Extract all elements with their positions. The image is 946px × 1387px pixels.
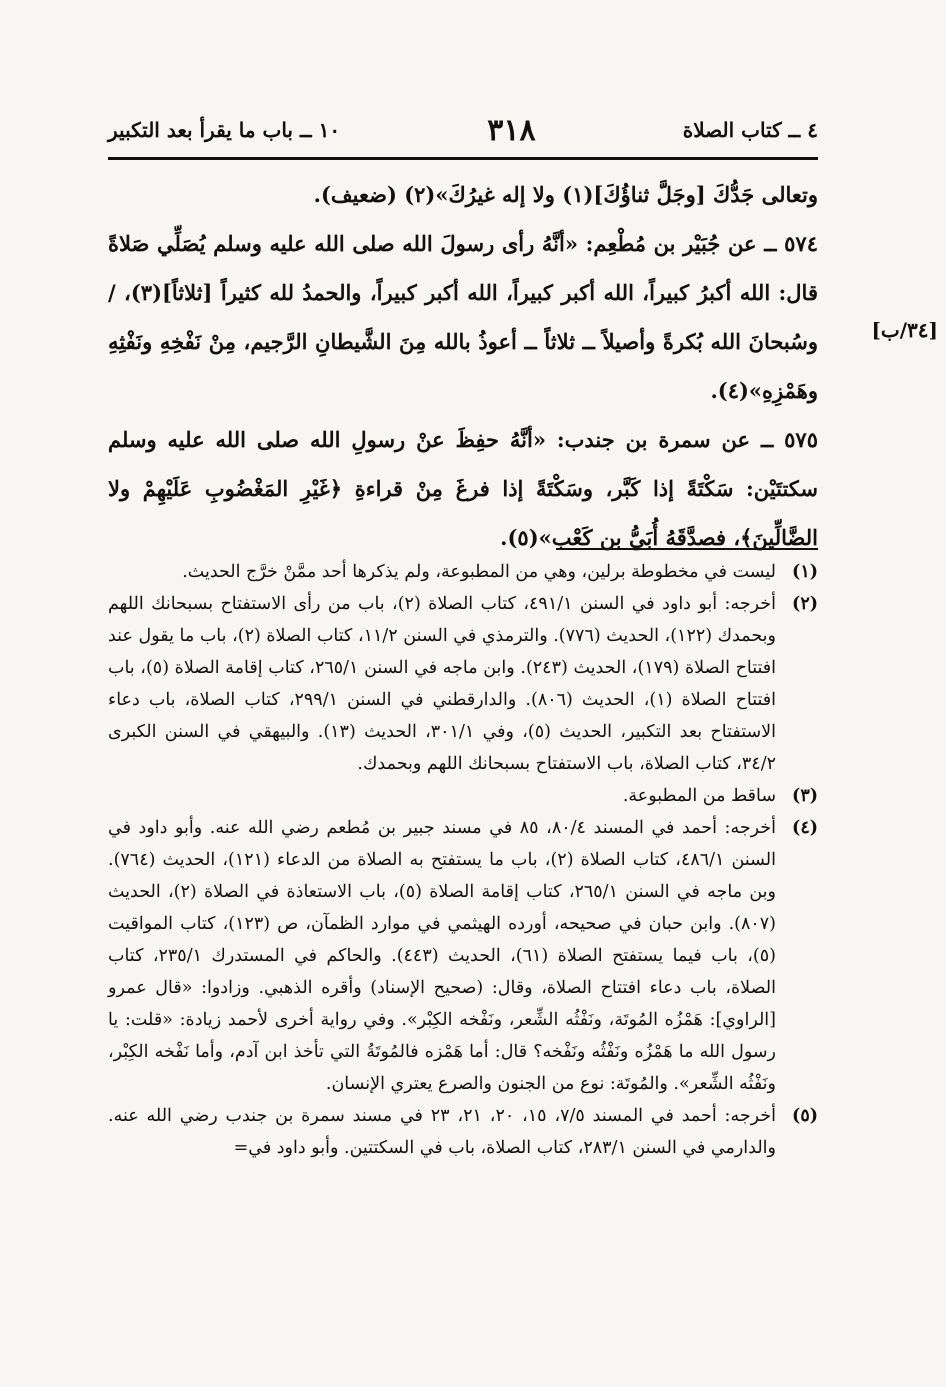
footnote-text: ليست في مخطوطة برلين، وهي من المطبوعة، ولم يذكرها أحد ممَّنْ خرَّج الحديث. xyxy=(182,562,776,582)
header-chapter: ٤ ــ كتاب الصلاة xyxy=(682,118,818,142)
footnote-text: أخرجه: أحمد في المسند ٧/٥، ١٥، ٢٠، ٢١، ٢٣ في مسند سمرة بن جندب رضي الله عنه. والدارمي في السنن ٢٨٣/١، كتاب الصلاة، باب في السكتتين. وأبو داود في= xyxy=(108,1106,776,1158)
footnotes xyxy=(108,556,818,1164)
footnote-5 xyxy=(108,1100,818,1164)
footnote-text: أخرجه: أبو داود في السنن ٤٩١/١، كتاب الصلاة (٢)، باب من رأى الاستفتاح بسبحانك اللهم وبحمدك (١٢٢)، الحديث (٧٧٦). والترمذي في السنن ١١/٢، كتاب الصلاة (٢)، باب ما يقول عند افتتاح الصلاة (١٧٩)، الحديث (٢٤٣). وابن ماجه في السنن ٢٦٥/١، كتاب إقامة الصلاة (٥)، باب افتتاح الصلاة (١)، الحديث (٨٠٦). والدارقطني في السنن ٢٩٩/١، كتاب الصلاة، باب دعاء الاستفتاح بعد التكبير، الحديث (٥)، وفي ٣٠١/١، الحديث (١٣). والبيهقي في السنن الكبرى ٣٤/٢، كتاب الصلاة، باب الاستفتاح بسبحانك اللهم وبحمدك. xyxy=(108,594,777,774)
footnote-number: (٢) xyxy=(792,594,818,614)
footnote-text: أخرجه: أحمد في المسند ٨٠/٤، ٨٥ في مسند جبير بن مُطعم رضي الله عنه. وأبو داود في السنن ٤٨٦/١، كتاب الصلاة (٢)، باب ما يستفتح به الصلاة من الدعاء (١٢١)، الحديث (٧٦٤). وبن ماجه في السنن ٢٦٥/١، كتاب إقامة الصلاة (٥)، باب الاستعاذة في الصلاة (٢)، الحديث (٨٠٧). وابن حبان في صحيحه، أورده الهيثمي في موارد الظمآن، ص (١٢٣)، كتاب المواقيت (٥)، باب فيما يستفتح الصلاة (٦١)، الحديث (٤٤٣). والحاكم في المستدرك ٢٣٥/١، كتاب الصلاة، باب دعاء افتتاح الصلاة، وقال: (صحيح الإسناد) وأقره الذهبي. وزادوا: «قال عمرو [الراوي]: هَمْزُه المُوتَة، ونَفْثُه الشِّعر، ونَفْخه الكِبْر». وفي رواية أخرى لأحمد زيادة: «قلت: يا رسول الله ما هَمْزُه ونَفْثُه ونَفْخه؟ قال: أما هَمْزه فالمُوتَةُ التي تأخذ ابن آدم، وأما نَفْخه الكِبْر، ونَفْثُه الشِّعر». والمُوتَة: نوع من الجنون والصرع يعتري الإنسان. xyxy=(108,818,776,1094)
hadith-number: ٥٧٥ ــ xyxy=(760,427,818,452)
footnote-3 xyxy=(108,780,818,812)
hadith-574 xyxy=(108,219,818,415)
footnote-number: (٣) xyxy=(792,786,818,806)
footnote-1 xyxy=(108,556,818,588)
header-rule xyxy=(108,157,818,160)
page-number: ٣١٨ xyxy=(487,112,536,148)
footnote-number: (٤) xyxy=(792,818,818,838)
continuation-paragraph: وتعالى جَدُّكَ [وجَلَّ ثناؤُكَ](١) ولا إله غيرُكَ»(٢) (ضعيف). xyxy=(313,182,818,207)
running-header xyxy=(108,108,818,152)
footnote-number: (٥) xyxy=(792,1106,818,1126)
footnote-text: ساقط من المطبوعة. xyxy=(622,786,776,806)
hadith-text: عن جُبَيْر بن مُطْعِم: «أنَّهُ رأى رسولَ الله صلى الله عليه وسلم يُصَلِّي صَلاةً قال: الله أكبرُ كبيراً، الله أكبر كبيراً، الله أكبر كبيراً، والحمدُ لله كثيراً [ثلاثاً](٣)، / وسُبحانَ الله بُكرةً وأصيلاً ــ ثلاثاً ــ أعوذُ بالله مِنَ الشَّيطانِ الرَّجيم، مِنْ نَفْخِهِ ونَفْثِهِ وهَمْزِهِ»(٤). xyxy=(108,231,819,403)
footnote-4 xyxy=(108,812,818,1100)
hadith-text: عن سمرة بن جندب: «أنَّهُ حفِظَ عنْ رسولِ الله صلى الله عليه وسلم سكتتَيْن: سَكْتَةً إذا كَبَّر، وسَكْتَةً إذا فرغَ مِنْ قراءةِ ﴿غَيْرِ المَغْضُوبِ عَلَيْهِمْ ولا الضَّالِّينَ﴾، فصدَّقَهُ أُبَيُّ بن كَعْب»(٥). xyxy=(108,427,818,550)
header-section: ١٠ ــ باب ما يقرأ بعد التكبير xyxy=(108,118,341,142)
hadith-575 xyxy=(108,415,818,562)
hadith-number: ٥٧٤ ــ xyxy=(764,231,818,256)
footnote-2 xyxy=(108,588,818,780)
main-text xyxy=(108,170,818,562)
margin-folio-note: [٣٤/ب] xyxy=(871,318,938,342)
footnote-number: (١) xyxy=(792,562,818,582)
footnote-separator xyxy=(556,548,818,550)
